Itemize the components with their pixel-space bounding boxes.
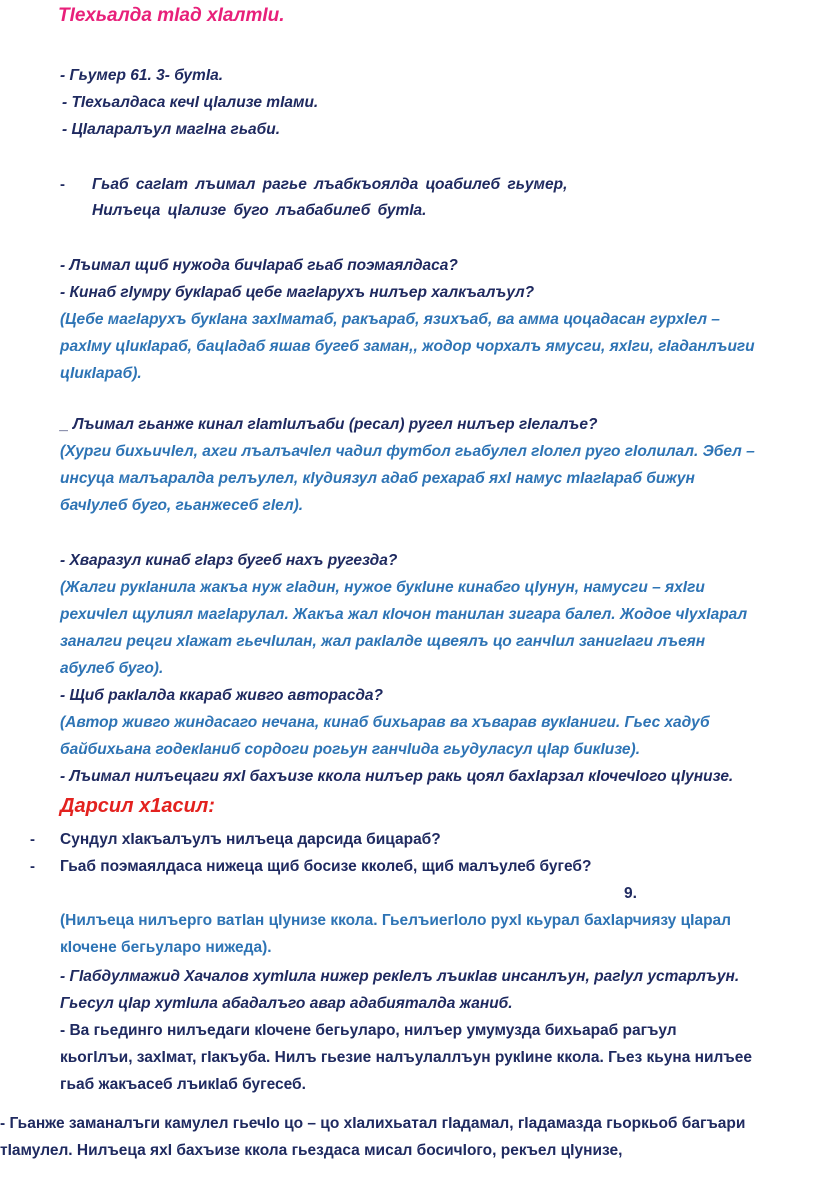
conclusion-bullet-1: -: [30, 831, 35, 848]
page-title: ТIехьалда тIад хIалтIи.: [58, 5, 285, 26]
answer-4-line-2: рехичIел щулиял магIарулал. Жакъа жал кIочон танилан зигара балел. Жодое чIухIарал: [60, 606, 748, 623]
task-bullet: -: [60, 176, 65, 193]
note-1-line-2: Гьесул цIар хутIила абадалъго авар адабияталда жаниб.: [60, 995, 513, 1012]
question-3: _ Лъимал гьанже кинал гIатIилъаби (ресал) ругел нилъер гIелалъе?: [60, 416, 598, 433]
answer-2-line-3: цIикIараб).: [60, 365, 142, 382]
question-6: - Лъимал нилъецаги яхI бахъизе ккола нилъер ракь цоял бахIарзал кIочечIого цIунизе.: [60, 768, 734, 785]
note-2-line-2: кьогIлъи, захIмат, гIакъуба. Нилъ гьезие налъулаллъун рукIине ккола. Гьез кьуна нилъее: [60, 1049, 752, 1066]
answer-3-line-3: бачIулеб буго, гьанжесеб гIел).: [60, 497, 304, 514]
answer-3-line-2: инсуца малъаралда релъулел, кIудиязул адаб рехараб яхI намус тIагIараб бижун: [60, 470, 695, 487]
page-number: 9.: [624, 885, 637, 902]
question-4: - Хваразул кинаб гIарз бугеб нахъ ругезда?: [60, 552, 398, 569]
answer-5-line-1: (Автор живго жиндасаго нечана, кинаб бихьарав ва хъварав вукIаниги. Гьес хадуб: [60, 714, 710, 731]
answer-3-line-1: (Хурги бихьичIел, ахги лъалъачIел чадил футбол гьабулел гIолел руго гIолилал. Эбел –: [60, 443, 755, 460]
task-line-1: Гьаб сагIат лъимал рагье лъабкъоялда цоабилеб гьумер,: [92, 176, 568, 193]
answer-4-line-3: заналги рецги хIажат гьечIилан, жал ракIалде щвеялъ цо ганчIил занигIаги лъеян: [60, 633, 706, 650]
question-2: - Кинаб гIумру букIараб цебе магIарухъ нилъер халкъалъул?: [60, 284, 535, 301]
question-1: - Лъимал щиб нужода бичIараб гьаб поэмаялдаса?: [60, 257, 458, 274]
answer-2-line-1: (Цебе магIарухъ букIана захIматаб, ракъараб, язихъаб, ва амма цоцадасан гурхIел –: [60, 311, 720, 328]
conclusion-answer-line-2: кIочене бегьуларо нижеда).: [60, 939, 272, 956]
conclusion-heading: Дарсил х1асил:: [60, 795, 215, 817]
note-2-line-1: - Ва гьединго нилъедаги кIочене бегьуларо, нилъер умумузда бихьараб рагъул: [60, 1022, 677, 1039]
answer-4-line-4: абулеб буго).: [60, 660, 164, 677]
answer-2-line-2: рахIму цIикIараб, бацIадаб яшав бугеб заман,, жодор чорхалъ ямусги, яхIги, гIаданлъиги: [60, 338, 755, 355]
intro-line-3: - ЦIаларалъул магIна гьаби.: [62, 121, 281, 138]
final-line-1: - Гьанже заманалъги камулел гьечIо цо – цо хIалихьатал гIадамал, гIадамазда гьоркьоб багъари: [0, 1115, 746, 1132]
final-line-2: тIамулел. Нилъеца яхI бахъизе ккола гьездаса мисал босичIого, рекъел цIунизе,: [0, 1142, 623, 1159]
answer-5-line-2: байбихьана годекIаниб сордоги рогьун ганчIида гьудуласул цIар бикIизе).: [60, 741, 641, 758]
intro-line-2: - ТIехьалдаса кечI цIализе тIами.: [62, 94, 319, 111]
note-1-line-1: - ГIабдулмажид Хачалов хутIила нижер рекIелъ лъикIав инсанлъун, рагIул устарлъун.: [60, 968, 740, 985]
intro-line-1: - Гьумер 61. 3- бутIа.: [60, 67, 224, 84]
answer-4-line-1: (Жалги рукIанила жакъа нуж гIадин, нужое букIине кинабго цIунун, намусги – яхIги: [60, 579, 705, 596]
conclusion-bullet-2: -: [30, 858, 35, 875]
note-2-line-3: гьаб жакъасеб лъикIаб бугесеб.: [60, 1076, 306, 1093]
question-5: - Щиб ракIалда ккараб живго авторасда?: [60, 687, 383, 704]
conclusion-item-1: Сундул хIакъалъулъ нилъеца дарсида бицараб?: [60, 831, 441, 848]
conclusion-answer-line-1: (Нилъеца нилъерго ватIан цIунизе ккола. ГьелъиегIоло рухI кьурал бахIарчиязу цIарал: [60, 912, 732, 929]
conclusion-item-2: Гьаб поэмаялдаса нижеца щиб босизе кколеб, щиб малъулеб бугеб?: [60, 858, 592, 875]
task-line-2: Нилъеца цIализе буго лъабабилеб бутIа.: [92, 202, 427, 219]
